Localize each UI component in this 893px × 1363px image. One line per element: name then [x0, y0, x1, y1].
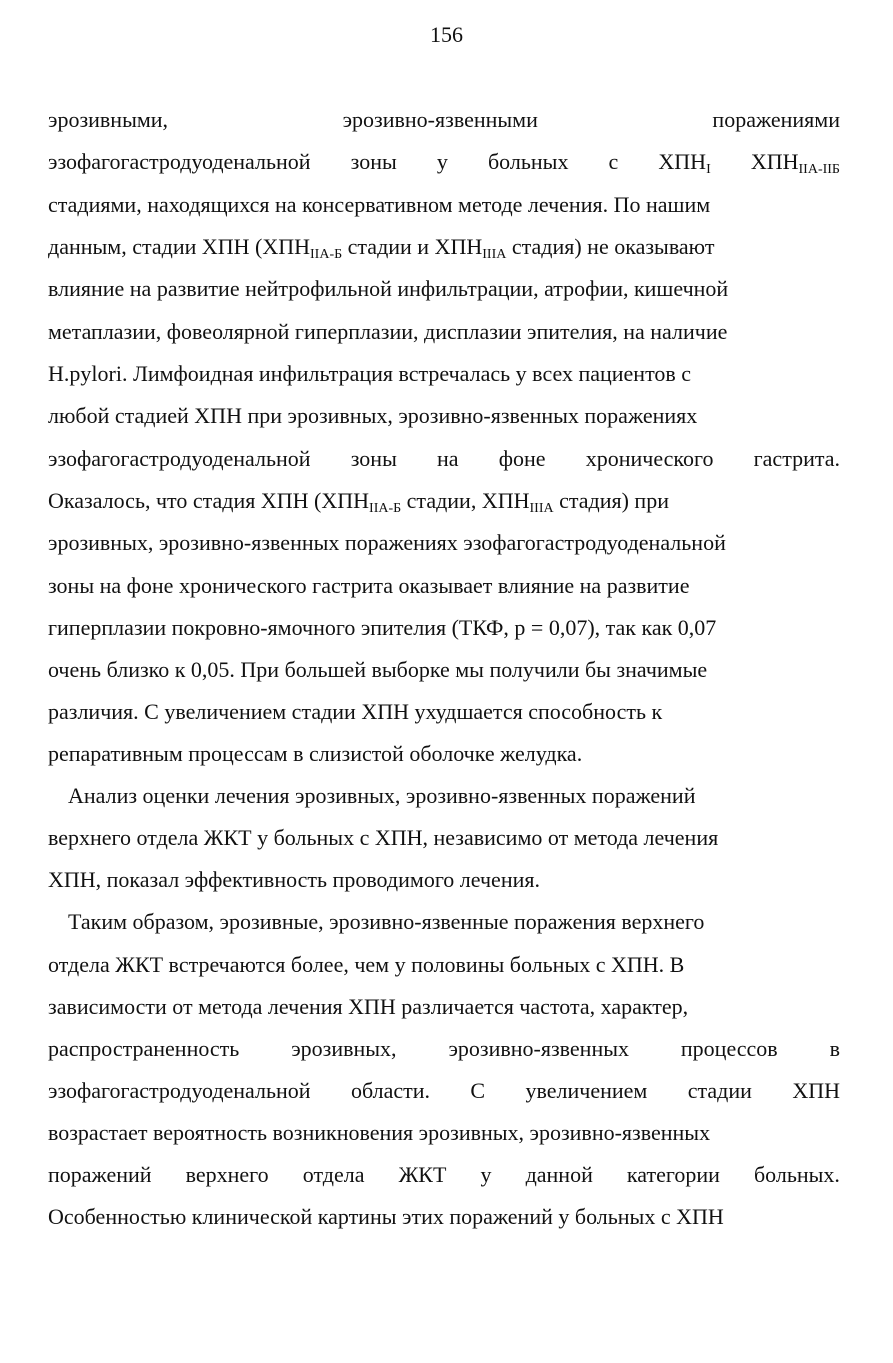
line-text: гиперплазии покровно-ямочного эпителия (ТКФ, p = 0,07), так как 0,07: [48, 615, 717, 640]
text-part: стадии и ХПН: [342, 234, 483, 259]
subscript: IIА-IIБ: [798, 162, 840, 177]
text-line: [48, 274, 840, 304]
text-line: [48, 655, 840, 685]
word: ХПН: [792, 1078, 840, 1103]
text-line: [48, 865, 840, 895]
text-line: [48, 1076, 840, 1106]
text-line: [48, 105, 840, 135]
text-line: [48, 1034, 840, 1064]
word-base: ХПН: [750, 149, 799, 174]
word: поражениями: [712, 107, 840, 132]
word-base: ХПН: [658, 149, 707, 174]
text-line: [48, 401, 840, 431]
line-text: любой стадией ХПН при эрозивных, эрозивно-язвенных поражениях: [48, 403, 698, 428]
line-text: Таким образом, эрозивные, эрозивно-язвенные поражения верхнего: [68, 909, 705, 934]
word: [658, 147, 710, 177]
line-text: репаративным процессам в слизистой оболочке желудка.: [48, 741, 583, 766]
word: эрозивных,: [291, 1036, 397, 1061]
subscript: IIIА: [529, 501, 554, 516]
text-part: стадия) при: [553, 488, 669, 513]
line-text: зоны на фоне хронического гастрита оказывает влияние на развитие: [48, 573, 690, 598]
line-text: метаплазии, фовеолярной гиперплазии, дисплазии эпителия, на наличие: [48, 319, 728, 344]
text-part: стадии, ХПН: [401, 488, 530, 513]
text-line: [48, 992, 840, 1022]
word: у: [480, 1162, 492, 1187]
line-text: верхнего отдела ЖКТ у больных с ХПН, независимо от метода лечения: [48, 825, 719, 850]
text-line: [48, 571, 840, 601]
text-line: [48, 907, 840, 937]
text-line: [48, 190, 840, 220]
word: верхнего: [185, 1162, 269, 1187]
word: больных.: [753, 1162, 840, 1187]
word: распространенность: [48, 1036, 240, 1061]
text-part: данным, стадии ХПН (ХПН: [48, 234, 311, 259]
text-line: [48, 232, 840, 262]
word: в: [829, 1036, 840, 1061]
word: больных: [487, 149, 569, 174]
word: эзофагогастродуоденальной: [48, 1078, 311, 1103]
line-text: различия. С увеличением стадии ХПН ухудшается способность к: [48, 699, 663, 724]
word: зоны: [350, 446, 397, 471]
word: эрозивными,: [48, 107, 169, 132]
line-text: зависимости от метода лечения ХПН различается частота, характер,: [48, 994, 689, 1019]
text-line: [48, 781, 840, 811]
word: отдела: [302, 1162, 365, 1187]
text-line: [48, 486, 840, 516]
word: эрозивно-язвенных: [448, 1036, 630, 1061]
word: С: [470, 1078, 486, 1103]
text-line: [48, 1118, 840, 1148]
line-text: Анализ оценки лечения эрозивных, эрозивно-язвенных поражений: [68, 783, 696, 808]
subscript: IIА-Б: [310, 247, 343, 262]
word: на: [437, 446, 459, 471]
word: эзофагогастродуоденальной: [48, 446, 311, 471]
text-part: стадия) не оказывают: [506, 234, 715, 259]
text-line: [48, 613, 840, 643]
text-line: [48, 697, 840, 727]
line-text: стадиями, находящихся на консервативном методе лечения. По нашим: [48, 192, 711, 217]
subscript: IIIА: [482, 247, 507, 262]
word: эрозивно-язвенными: [342, 107, 538, 132]
word: ЖКТ: [398, 1162, 447, 1187]
line-text: эрозивных, эрозивно-язвенных поражениях эзофагогастродуоденальной: [48, 530, 726, 555]
line-text: влияние на развитие нейтрофильной инфильтрации, атрофии, кишечной: [48, 276, 729, 301]
text-line: [48, 528, 840, 558]
page-number: 156: [430, 22, 463, 47]
line-text: ХПН, показал эффективность проводимого лечения.: [48, 867, 540, 892]
text-line: [48, 823, 840, 853]
word: эзофагогастродуоденальной: [48, 149, 311, 174]
word: [751, 147, 840, 177]
text-line: [48, 1202, 840, 1232]
subscript: I: [706, 162, 711, 177]
text-line: [48, 317, 840, 347]
word: области.: [350, 1078, 431, 1103]
text-line: [48, 739, 840, 769]
word: гастрита.: [753, 446, 840, 471]
word: зоны: [350, 149, 397, 174]
word: хронического: [585, 446, 714, 471]
word: данной: [525, 1162, 593, 1187]
word: увеличением: [525, 1078, 648, 1103]
text-part: Оказалось, что стадия ХПН (ХПН: [48, 488, 370, 513]
line-text: H.pylori. Лимфоидная инфильтрация встречалась у всех пациентов с: [48, 361, 692, 386]
line-text: очень близко к 0,05. При большей выборке мы получили бы значимые: [48, 657, 708, 682]
word: категории: [626, 1162, 720, 1187]
text-line: [48, 359, 840, 389]
subscript: IIА-Б: [369, 501, 402, 516]
word: поражений: [48, 1162, 152, 1187]
line-text: Особенностью клинической картины этих поражений у больных с ХПН: [48, 1204, 724, 1229]
text-line: [48, 950, 840, 980]
word: у: [436, 149, 448, 174]
line-text: отдела ЖКТ встречаются более, чем у половины больных с ХПН. В: [48, 952, 685, 977]
word: фоне: [498, 446, 546, 471]
text-line: [48, 444, 840, 474]
word: с: [608, 149, 619, 174]
line-text: возрастает вероятность возникновения эрозивных, эрозивно-язвенных: [48, 1120, 711, 1145]
word: стадии: [687, 1078, 752, 1103]
word: процессов: [680, 1036, 778, 1061]
text-line: [48, 1160, 840, 1190]
text-line: [48, 147, 840, 177]
